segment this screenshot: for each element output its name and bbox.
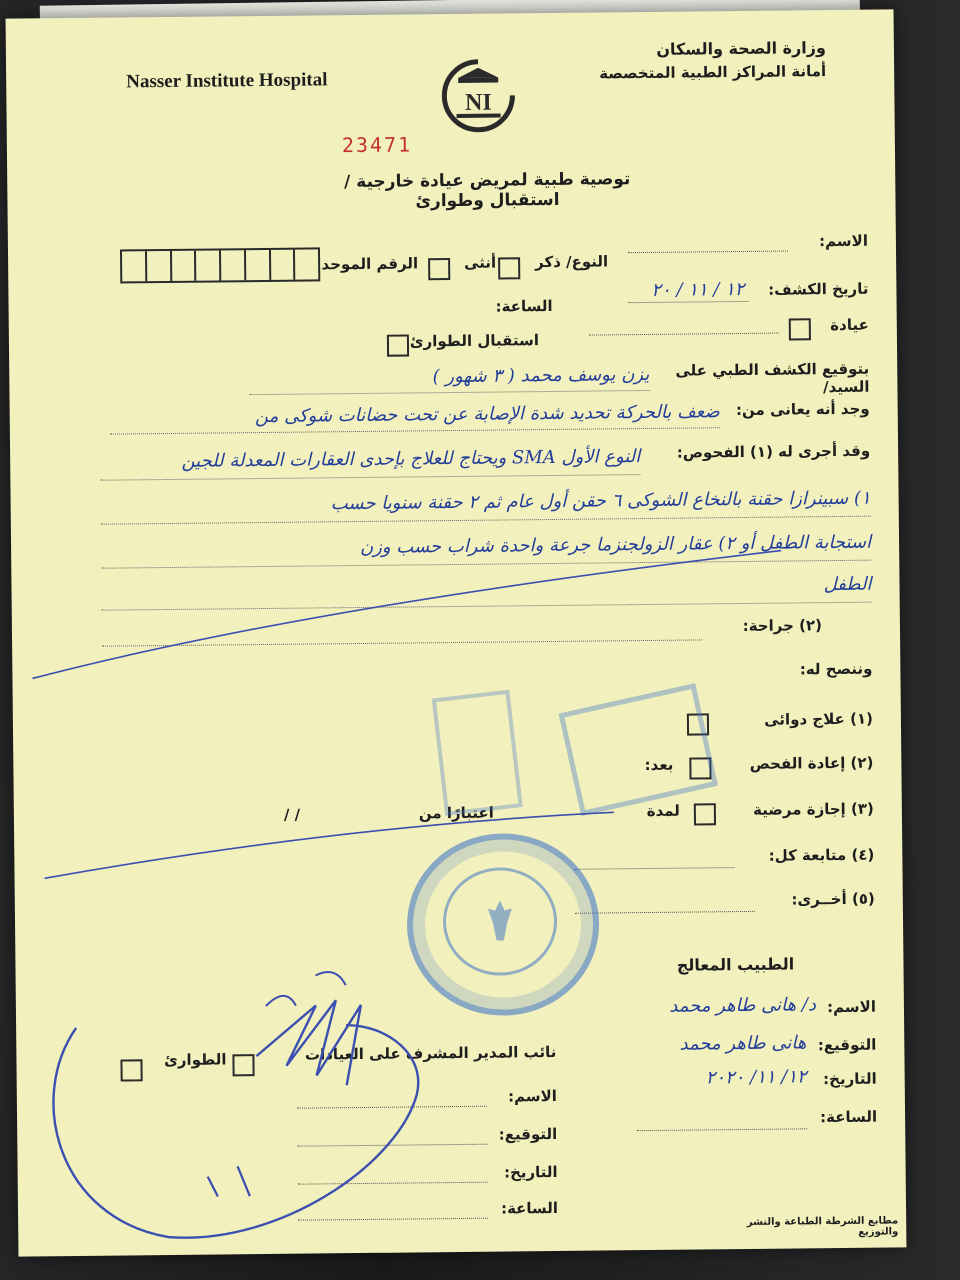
after-label: بعد:	[644, 755, 674, 775]
date-slashes: / /	[283, 805, 301, 824]
found-label: وجد أنه يعانى من:	[735, 399, 870, 420]
female-checkbox[interactable]	[428, 258, 450, 280]
female-label: أنثى	[463, 253, 497, 272]
deputy-signature-line	[297, 1144, 487, 1147]
time-label: الساعة:	[495, 296, 553, 316]
exam-date-value: ١٢ / ١١ / ٢٠	[651, 278, 745, 301]
signed-label: بتوقيع الكشف الطبي على السيد/	[675, 359, 870, 397]
exam-line-3: استجابة الطفل أو ٢) عقار الزولجنزما جرعة واحدة شراب حسب وزن	[359, 531, 872, 559]
name-label: الاسم:	[818, 231, 869, 251]
emergency-checkbox[interactable]	[387, 334, 409, 356]
deputy-signature-label: التوقيع:	[498, 1124, 558, 1144]
unified-number-box[interactable]	[244, 250, 269, 280]
sick-leave-checkbox[interactable]	[694, 803, 716, 825]
eagle-emblem-icon	[488, 900, 512, 940]
deputy-name-label: الاسم:	[507, 1086, 557, 1106]
signature-11	[208, 1166, 250, 1196]
printer-imprint: مطابع الشرطة الطباعة والنشر والتوزيع	[746, 1215, 899, 1238]
name-line	[628, 251, 788, 254]
other-line	[575, 911, 755, 914]
unified-number-box[interactable]	[219, 250, 244, 280]
male-checkbox[interactable]	[498, 257, 520, 279]
clinic-checkbox[interactable]	[789, 318, 811, 340]
doctor-name-label: الاسم:	[827, 997, 877, 1017]
deputy-signature-scribble	[256, 1000, 362, 1086]
gender-label: النوع/ ذكر	[535, 252, 609, 272]
patient-name-line	[249, 390, 649, 395]
exam-dotted-line-2	[101, 516, 871, 525]
complaint-handwritten: ضعف بالحركة تحديد شدة الإصابة عن تحت حضانات شوكى من	[254, 401, 720, 428]
procedure-label: وقد أجرى له (١) الفحوص:	[676, 441, 871, 462]
exam-dotted-line-3	[101, 560, 871, 569]
rectangular-stamp	[558, 683, 718, 816]
ministry-round-stamp	[406, 833, 600, 1017]
exam-line-1: النوع الأول SMA ويحتاج للعلاج بإحدى العقارات المعدلة للجين	[181, 446, 641, 472]
form-title: توصية طبية لمريض عيادة خارجية / استقبال وطوارئ	[344, 169, 631, 212]
sick-leave-label: (٣) إجازة مرضية	[753, 799, 874, 819]
followup-label: (٤) متابعة كل:	[768, 845, 875, 865]
doctor-date-handwritten: ١٢/ ١١/ ٢٠٢٠	[705, 1066, 807, 1089]
unified-number-box[interactable]	[122, 251, 145, 281]
other-label: (٥) أخــرى:	[791, 889, 875, 909]
serial-number: 23471	[341, 132, 413, 158]
duration-label: لمدة	[646, 801, 680, 821]
clinic-line	[589, 333, 779, 336]
deputy-time-line	[298, 1218, 488, 1221]
exam-line-4: الطفل	[823, 573, 872, 596]
deputy-time-label: الساعة:	[500, 1198, 559, 1218]
unified-number-box[interactable]	[169, 251, 194, 281]
unified-number-box[interactable]	[293, 249, 318, 279]
doctor-signature-label: التوقيع:	[817, 1035, 877, 1055]
followup-line	[574, 867, 734, 870]
doctor-signature-handwritten: هانى طاهر محمد	[679, 1032, 807, 1055]
exam-dotted-line-4	[102, 602, 872, 611]
doctor-name-handwritten: د/ هانى طاهر محمد	[669, 994, 817, 1017]
doctor-time-label: الساعة:	[819, 1107, 878, 1127]
rectangular-stamp-small	[432, 690, 523, 816]
logo-text: NI	[464, 89, 492, 116]
strike-line-upper	[31, 551, 782, 679]
recommend-header: وننصح له:	[799, 659, 873, 679]
medication-label: (١) علاج دوائى	[764, 709, 874, 729]
medical-form-paper	[6, 9, 907, 1256]
deputy-name-line	[297, 1106, 487, 1109]
complaint-line	[110, 427, 720, 434]
from-label: اعتبارًا من	[418, 803, 494, 823]
patient-name-handwritten: يزن يوسف محمد ( ٣ شهور )	[432, 363, 650, 388]
clinic-label: عيادة	[830, 315, 869, 335]
hospital-name: Nasser Institute Hospital	[126, 69, 328, 93]
doctor-date-label: التاريخ:	[822, 1069, 877, 1089]
stamp-inner-ring	[442, 867, 557, 976]
secretariat-name: أمانة المراكز الطبية المتخصصة	[599, 62, 827, 83]
unified-number-box[interactable]	[194, 250, 219, 280]
exam-dotted-line-1	[100, 474, 640, 481]
deputy-emergency-checkbox[interactable]	[120, 1059, 142, 1081]
hospital-logo-icon	[438, 55, 519, 136]
exam-line-2: ١) سبينرازا حقنة بالنخاع الشوكى ٦ حقن أول عام ثم ٢ حقنة سنويا حسب	[330, 487, 871, 515]
unified-number-box[interactable]	[145, 251, 170, 281]
unified-number-boxes[interactable]	[120, 247, 320, 283]
deputy-date-line	[298, 1182, 488, 1185]
reexam-label: (٢) إعادة الفحص	[749, 753, 874, 773]
exam-date-line	[629, 301, 749, 303]
surgery-line	[102, 639, 702, 646]
surgery-label: (٢) جراحة:	[742, 616, 823, 635]
signature-hook	[266, 972, 346, 1006]
ministry-name: وزارة الصحة والسكان	[656, 38, 826, 59]
deputy-title: نائب المدير المشرف على العيادات	[304, 1042, 557, 1064]
deputy-emergency-label: الطوارئ	[164, 1050, 227, 1070]
clinics-checkbox[interactable]	[232, 1054, 254, 1076]
unified-number-label: الرقم الموحد	[321, 254, 419, 274]
deputy-date-label: التاريخ:	[503, 1162, 558, 1182]
doctor-time-line	[637, 1128, 807, 1131]
doctor-title: الطبيب المعالج	[676, 954, 795, 975]
unified-number-box[interactable]	[268, 250, 293, 280]
emergency-label: استقبال الطوارئ	[409, 331, 540, 351]
exam-date-label: تاريخ الكشف:	[768, 279, 869, 299]
